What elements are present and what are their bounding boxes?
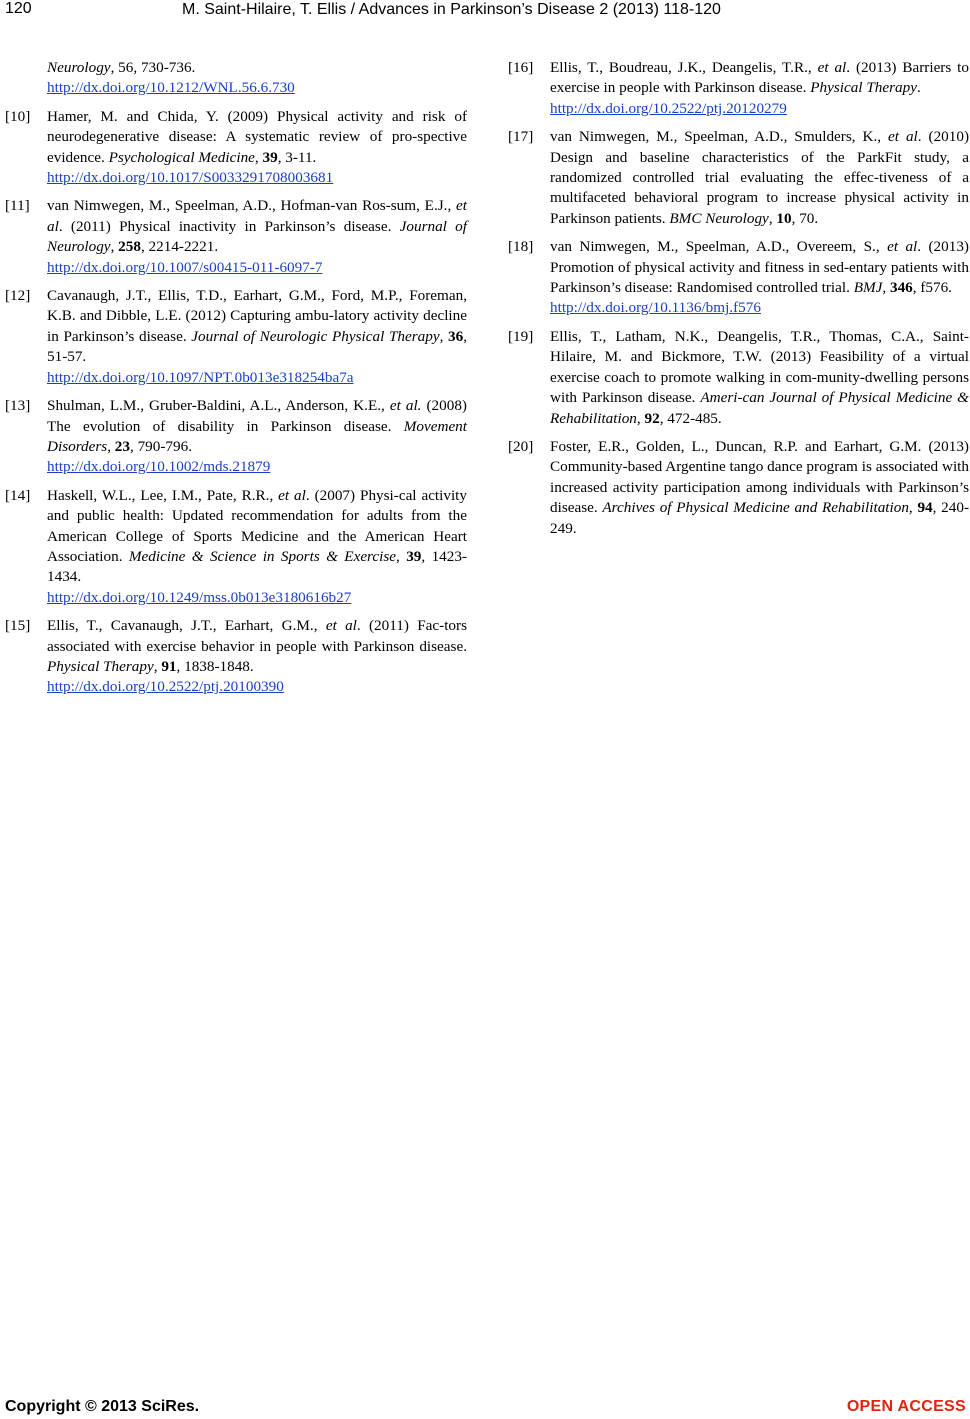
reference-volume: 258 [118, 238, 141, 256]
reference-column-right [508, 58, 969, 547]
reference-text-segment: van Nimwegen, M., Speelman, A.D., Overeem, S., [550, 238, 888, 256]
reference-item [5, 196, 467, 278]
reference-text-segment: Shulman, L.M., Gruber-Baldini, A.L., Anderson, K.E., [47, 397, 390, 415]
doi-link[interactable]: http://dx.doi.org/10.1249/mss.0b013e3180616b27 [47, 588, 352, 606]
reference-italic-text: et al [817, 59, 847, 76]
reference-volume: 346 [889, 279, 913, 297]
reference-volume: 23 [114, 437, 130, 455]
reference-number: [20] [508, 437, 534, 455]
reference-number: [15] [5, 617, 31, 635]
reference-text [47, 486, 467, 608]
reference-item [5, 107, 467, 189]
reference-text-segment: Hamer, M. and Chida, Y. (2009) Physical activity and risk of neurodegenerative disease: A systematic review of pro-spective evidence. [47, 107, 467, 166]
reference-text-segment: , 472-485. [659, 409, 722, 427]
doi-link[interactable]: http://dx.doi.org/10.2522/ptj.20100390 [47, 678, 284, 696]
reference-text-segment: , 3-11. [277, 148, 317, 166]
reference-volume: 92 [644, 409, 660, 427]
reference-item [508, 327, 969, 429]
reference-text-segment: Foster, E.R., Golden, L., Duncan, R.P. and Earhart, G.M. (2013) Community-based Argentine tango dance program is associated with increased activity participation among individuals with Parkinson’s disease. [550, 437, 969, 517]
reference-italic-text: Physical Therapy [47, 657, 154, 675]
running-title: M. Saint-Hilaire, T. Ellis / Advances in Parkinson’s Disease 2 (2013) 118-120 [182, 1, 721, 18]
reference-item [5, 396, 467, 478]
reference-text [47, 196, 467, 278]
reference-text-segment: , 1838-1848. [176, 657, 254, 675]
doi-link[interactable]: http://dx.doi.org/10.1002/mds.21879 [47, 458, 271, 476]
reference-text-segment: van Nimwegen, M., Speelman, A.D., Hofman-van Ros-sum, E.J., [47, 197, 457, 215]
reference-text-segment: , 790-796. [129, 437, 192, 455]
reference-text-segment: Cavanaugh, J.T., Ellis, T.D., Earhart, G.M., Ford, M.P., Foreman, K.B. and Dibble, L.E. (2012) Capturing ambu-latory activity decline in Parkinson’s disease. [47, 287, 467, 345]
page-number: 120 [5, 0, 32, 17]
reference-text-segment: , f576. [912, 279, 952, 297]
reference-text-segment: , [153, 657, 162, 675]
reference-italic-text: Neurology [47, 59, 111, 76]
copyright-notice: Copyright © 2013 SciRes. [5, 1398, 200, 1415]
reference-number: [18] [508, 238, 534, 256]
reference-text [550, 127, 969, 229]
doi-link[interactable]: http://dx.doi.org/10.1097/NPT.0b013e318254ba7a [47, 368, 354, 386]
reference-italic-text: Movement Disorders [47, 417, 467, 455]
reference-italic-text: BMJ [853, 279, 883, 297]
open-access-label: OPEN ACCESS [846, 1398, 966, 1415]
reference-text [47, 286, 467, 388]
reference-text-segment: Ellis, T., Cavanaugh, J.T., Earhart, G.M., [47, 617, 326, 635]
reference-item [508, 58, 969, 119]
reference-text-segment: , [908, 499, 918, 517]
reference-text [47, 58, 467, 99]
reference-italic-text: Journal of Neurology [47, 217, 467, 256]
reference-italic-text: et al [47, 197, 467, 235]
reference-text [550, 237, 969, 319]
reference-text-segment: . (2010) Design and baseline characteristics of the ParkFit study, a randomized controlled trial evaluating the effec-tiveness of a multifaceted behavioral program to increase physical activity in Parkinson patients. [550, 128, 970, 227]
reference-item [508, 127, 969, 229]
reference-text-segment: , [107, 437, 115, 455]
reference-volume: 39 [262, 148, 278, 166]
reference-item [508, 437, 969, 539]
reference-text-segment: , 1423-1434. [47, 547, 467, 586]
reference-italic-text: Journal of Neurologic Physical Therapy [191, 327, 440, 345]
reference-text-segment: , 240-249. [550, 499, 970, 537]
reference-number: [11] [5, 197, 30, 215]
reference-text-segment: Ellis, T., Boudreau, J.K., Deangelis, T.R., [550, 59, 818, 76]
reference-text-segment: . (2011) Fac-tors associated with exercise behavior in people with Parkinson disease. [47, 617, 467, 655]
reference-volume: 10 [776, 209, 792, 227]
reference-italic-text: Ameri-can Journal of Physical Medicine & Rehabilitation [550, 389, 969, 427]
reference-number: [14] [5, 486, 31, 504]
reference-italic-text: et al [278, 486, 306, 504]
reference-item [5, 616, 467, 698]
reference-text-segment: Ellis, T., Latham, N.K., Deangelis, T.R., Thomas, C.A., Saint-Hilaire, M. and Bickmore, T.W. (2013) Feasibility of a virtual exercise coach to promote walking in com-munity-dwelling persons with Parkinson disease. [550, 327, 969, 407]
reference-text-segment: . (2013) Barriers to exercise in people with Parkinson disease. [550, 59, 969, 97]
reference-text-segment: van Nimwegen, M., Speelman, A.D., Smulders, K., [550, 128, 889, 146]
reference-text-segment: , [439, 327, 449, 345]
reference-text-segment: , 51-57. [47, 327, 467, 366]
reference-italic-text: Archives of Physical Medicine and Rehabilitation [602, 499, 909, 517]
reference-text [550, 58, 969, 119]
reference-text [47, 396, 467, 478]
reference-number: [12] [5, 287, 31, 305]
reference-italic-text: et al [888, 128, 918, 146]
reference-volume: 94 [917, 499, 933, 517]
reference-text-segment: , [768, 209, 777, 227]
reference-text-segment: , [110, 238, 119, 256]
reference-text-segment: , 56, 730-736. [110, 59, 196, 76]
reference-italic-text: Psychological Medicine [108, 148, 255, 166]
reference-number: [13] [5, 397, 31, 415]
reference-italic-text: et al. [389, 397, 422, 415]
reference-text-segment: . (2013) Promotion of physical activity and fitness in sed-entary patients with Parkinson’s disease: Randomised controlled trial. [550, 238, 969, 297]
doi-link[interactable]: http://dx.doi.org/10.1212/WNL.56.6.730 [47, 79, 295, 97]
reference-item [5, 486, 467, 608]
reference-volume: 36 [448, 327, 464, 345]
reference-text-segment: (2008) The evolution of disability in Parkinson disease. [47, 397, 467, 435]
reference-number: [19] [508, 327, 534, 345]
reference-text-segment: , [636, 409, 645, 427]
reference-text-segment: , [882, 279, 890, 297]
reference-item [5, 58, 467, 99]
reference-number: [17] [508, 128, 534, 146]
reference-text-segment: , [254, 148, 263, 166]
reference-text-segment: Haskell, W.L., Lee, I.M., Pate, R.R., [47, 486, 279, 504]
reference-italic-text: BMC Neurology [669, 209, 769, 227]
reference-column-left [5, 58, 467, 706]
reference-text [47, 107, 467, 189]
reference-text [47, 616, 467, 698]
doi-link[interactable]: http://dx.doi.org/10.1007/s00415-011-6097-7 [47, 258, 323, 276]
reference-item [508, 237, 969, 319]
reference-text-segment: , 2214-2221. [140, 238, 219, 256]
reference-item [5, 286, 467, 388]
reference-italic-text: Physical Therapy [810, 79, 917, 97]
reference-italic-text: et al [325, 617, 357, 635]
reference-text [550, 437, 969, 539]
reference-italic-text: et al [887, 238, 918, 256]
reference-text-segment: , [396, 547, 407, 565]
reference-number: [10] [5, 107, 31, 125]
reference-text-segment: . [916, 79, 921, 97]
doi-link[interactable]: http://dx.doi.org/10.1136/bmj.f576 [550, 299, 761, 317]
reference-volume: 91 [161, 657, 177, 675]
doi-link[interactable]: http://dx.doi.org/10.2522/ptj.20120279 [550, 99, 787, 117]
reference-text-segment: . (2011) Physical inactivity in Parkinson’s disease. [58, 217, 400, 235]
reference-text-segment: . (2007) Physi-cal activity and public health: Updated recommendation for adults from the American College of Sports Medicine and the American Heart Association. [47, 486, 467, 565]
doi-link[interactable]: http://dx.doi.org/10.1017/S0033291708003681 [47, 169, 334, 187]
reference-italic-text: Medicine & Science in Sports & Exercise [128, 547, 397, 565]
reference-text [550, 327, 969, 429]
reference-volume: 39 [406, 547, 422, 565]
reference-number: [16] [508, 59, 534, 76]
reference-text-segment: , 70. [791, 209, 819, 227]
